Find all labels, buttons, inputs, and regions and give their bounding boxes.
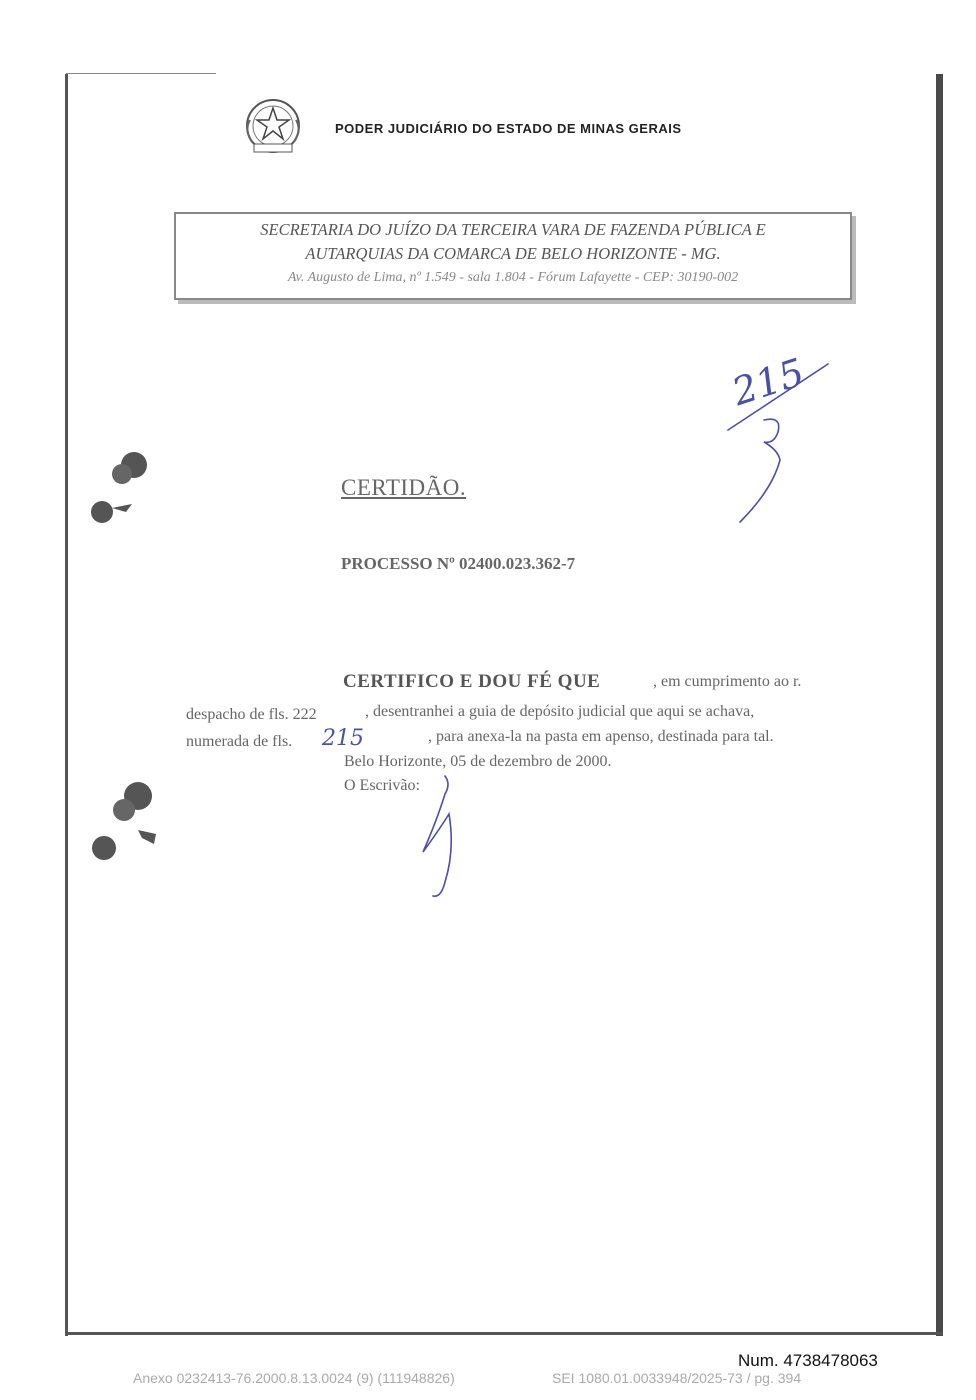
body-line-1-rest: , em cumprimento ao r. — [653, 673, 802, 690]
body-line-3-rest: , para anexa-la na pasta em apenso, destinada para tal. — [428, 728, 774, 745]
state-seal-icon — [240, 96, 306, 158]
secretaria-line-2: AUTARQUIAS DA COMARCA DE BELO HORIZONTE - MG. — [305, 244, 721, 263]
secretaria-line-1: SECRETARIA DO JUÍZO DA TERCEIRA VARA DE FAZENDA PÚBLICA E — [260, 220, 766, 239]
scan-bottom-edge — [65, 1332, 943, 1335]
folio-number: 215 — [726, 350, 810, 415]
body-line-2-start: despacho de fls. 222 — [186, 706, 317, 723]
secretaria-address-box — [174, 212, 852, 300]
process-number: PROCESSO Nº 02400.023.362-7 — [341, 554, 576, 573]
body-line-3-start: numerada de fls. — [186, 733, 293, 750]
secretaria-address: Av. Augusto de Lima, nº 1.549 - sala 1.804 - Fórum Lafayette - CEP: 30190-002 — [287, 270, 739, 285]
document-number: Num. 4738478063 — [738, 1351, 878, 1370]
handwritten-signature — [415, 770, 465, 905]
footer-annex-reference: Anexo 0232413-76.2000.8.13.0024 (9) (111948826) — [133, 1370, 455, 1386]
handwritten-folio-mark — [720, 350, 840, 530]
body-line-2-rest: , desentranhei a guia de depósito judicial que aqui se achava, — [365, 703, 755, 720]
court-header-title: PODER JUDICIÁRIO DO ESTADO DE MINAS GERAIS — [335, 121, 682, 136]
handwritten-inline-folio — [318, 722, 368, 752]
document-title: CERTIDÃO. — [341, 475, 467, 500]
punch-hole-marks-lower — [88, 776, 168, 866]
inline-folio-number: 215 — [322, 726, 364, 751]
certifico-heading: CERTIFICO E DOU FÉ QUE — [343, 671, 601, 692]
footer-sei-reference: SEI 1080.01.0033948/2025-73 / pg. 394 — [552, 1370, 802, 1386]
scan-left-edge — [65, 74, 68, 1336]
escrivao-label: O Escrivão: — [344, 777, 420, 794]
punch-hole-marks-upper — [88, 450, 168, 530]
date-line: Belo Horizonte, 05 de dezembro de 2000. — [344, 753, 612, 770]
scan-top-rule — [66, 73, 216, 74]
scan-right-edge — [936, 74, 943, 1336]
